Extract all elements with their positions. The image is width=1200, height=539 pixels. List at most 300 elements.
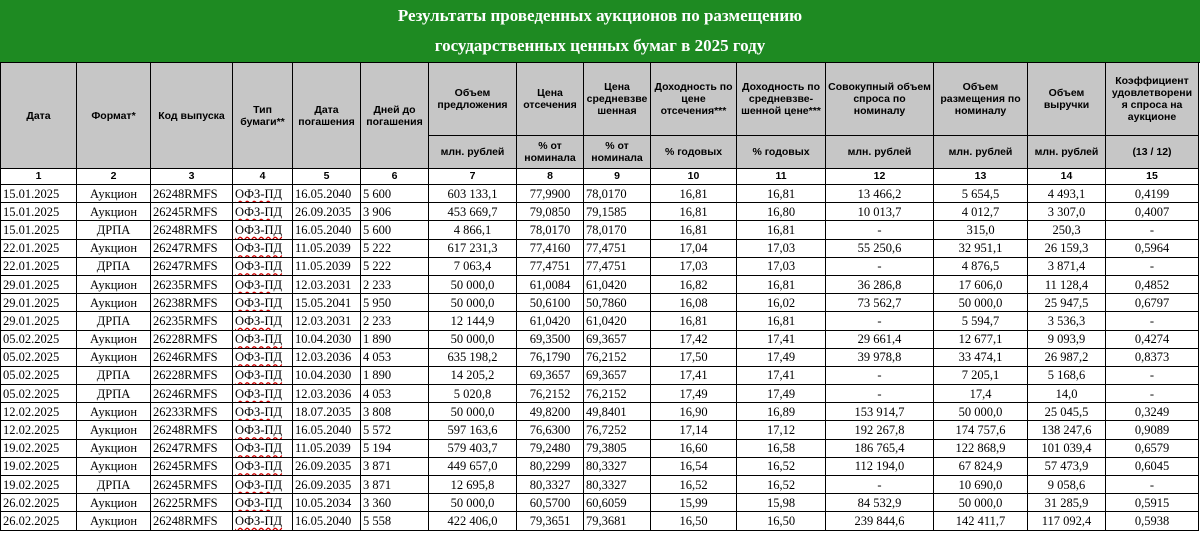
unit-yield-cutoff: % годовых (651, 136, 737, 169)
header-proceeds: Объем выручки (1028, 63, 1106, 136)
cell-date: 15.01.2025 (1, 221, 77, 239)
cell-wavg-price: 69,3657 (584, 330, 651, 348)
cell-type-text: ОФЗ-ПД (235, 277, 283, 292)
cell-type-text: ОФЗ-ПД (235, 350, 283, 365)
cell-demand: 39 978,8 (826, 348, 934, 366)
cell-days: 5 572 (361, 421, 429, 439)
cell-date: 05.02.2025 (1, 385, 77, 403)
col-number: 13 (934, 169, 1028, 185)
cell-demand: - (826, 221, 934, 239)
cell-offer: 50 000,0 (429, 403, 517, 421)
cell-days: 4 053 (361, 348, 429, 366)
cell-format: ДРПА (77, 221, 151, 239)
cell-yield-wavg: 16,89 (737, 403, 826, 421)
cell-wavg-price: 80,3327 (584, 476, 651, 494)
cell-format: Аукцион (77, 494, 151, 512)
cell-format: Аукцион (77, 457, 151, 475)
cell-offer: 449 657,0 (429, 457, 517, 475)
cell-maturity: 15.05.2041 (293, 294, 361, 312)
header-code: Код выпуска (151, 63, 233, 169)
cell-days: 5 950 (361, 294, 429, 312)
cell-format: Аукцион (77, 239, 151, 257)
col-number: 1 (1, 169, 77, 185)
cell-code: 26235RMFS (151, 275, 233, 293)
cell-type-text: ОФЗ-ПД (235, 404, 283, 419)
cell-days: 3 808 (361, 403, 429, 421)
cell-date: 26.02.2025 (1, 512, 77, 530)
unit-yield-wavg: % годовых (737, 136, 826, 169)
cell-wavg-price: 78,0170 (584, 185, 651, 203)
table-row (1, 257, 1199, 275)
cell-demand: 192 267,8 (826, 421, 934, 439)
cell-days: 3 906 (361, 203, 429, 221)
cell-maturity: 11.05.2039 (293, 257, 361, 275)
cell-format: ДРПА (77, 366, 151, 384)
cell-yield-wavg: 16,81 (737, 312, 826, 330)
header-format: Формат* (77, 63, 151, 169)
cell-format: Аукцион (77, 512, 151, 530)
cell-format: Аукцион (77, 203, 151, 221)
table-row (1, 421, 1199, 439)
cell-type-text: ОФЗ-ПД (235, 495, 283, 510)
cell-maturity: 16.05.2040 (293, 221, 361, 239)
cell-cutoff-price: 80,3327 (517, 476, 584, 494)
cell-yield-cutoff: 16,08 (651, 294, 737, 312)
cell-code: 26247RMFS (151, 239, 233, 257)
cell-placement: 122 868,9 (934, 439, 1028, 457)
cell-wavg-price: 61,0420 (584, 312, 651, 330)
cell-yield-wavg: 16,58 (737, 439, 826, 457)
cell-placement: 315,0 (934, 221, 1028, 239)
col-number: 14 (1028, 169, 1106, 185)
table-row (1, 185, 1199, 203)
cell-cutoff-price: 77,9900 (517, 185, 584, 203)
cell-demand: - (826, 476, 934, 494)
cell-maturity: 11.05.2039 (293, 239, 361, 257)
header-placement: Объем размещения по номиналу (934, 63, 1028, 136)
cell-yield-cutoff: 17,42 (651, 330, 737, 348)
cell-cutoff-price: 79,0850 (517, 203, 584, 221)
cell-proceeds: 31 285,9 (1028, 494, 1106, 512)
cell-proceeds: 138 247,6 (1028, 421, 1106, 439)
cell-demand: 55 250,6 (826, 239, 934, 257)
cell-placement: 10 690,0 (934, 476, 1028, 494)
cell-code: 26247RMFS (151, 257, 233, 275)
col-number: 2 (77, 169, 151, 185)
cell-yield-wavg: 16,52 (737, 476, 826, 494)
cell-coef: 0,5915 (1106, 494, 1199, 512)
cell-date: 19.02.2025 (1, 476, 77, 494)
cell-date: 12.02.2025 (1, 403, 77, 421)
cell-code: 26248RMFS (151, 512, 233, 530)
cell-wavg-price: 69,3657 (584, 366, 651, 384)
cell-days: 3 871 (361, 476, 429, 494)
cell-type (233, 294, 293, 312)
cell-cutoff-price: 76,1790 (517, 348, 584, 366)
cell-type (233, 221, 293, 239)
cell-format: Аукцион (77, 330, 151, 348)
cell-days: 1 890 (361, 330, 429, 348)
col-number: 8 (517, 169, 584, 185)
cell-date: 29.01.2025 (1, 312, 77, 330)
cell-placement: 12 677,1 (934, 330, 1028, 348)
cell-yield-wavg: 16,81 (737, 221, 826, 239)
cell-date: 22.01.2025 (1, 257, 77, 275)
cell-offer: 50 000,0 (429, 330, 517, 348)
cell-type-text: ОФЗ-ПД (235, 241, 283, 256)
table-row (1, 512, 1199, 530)
cell-code: 26228RMFS (151, 330, 233, 348)
cell-type (233, 185, 293, 203)
cell-maturity: 18.07.2035 (293, 403, 361, 421)
cell-date: 12.02.2025 (1, 421, 77, 439)
table-row (1, 366, 1199, 384)
cell-coef: - (1106, 221, 1199, 239)
cell-maturity: 26.09.2035 (293, 457, 361, 475)
cell-yield-wavg: 16,52 (737, 457, 826, 475)
cell-coef: - (1106, 257, 1199, 275)
cell-type-text: ОФЗ-ПД (235, 386, 283, 401)
unit-coef: (13 / 12) (1106, 136, 1199, 169)
cell-wavg-price: 60,6059 (584, 494, 651, 512)
cell-placement: 5 654,5 (934, 185, 1028, 203)
header-offer: Объем предложения (429, 63, 517, 136)
cell-yield-wavg: 17,41 (737, 330, 826, 348)
cell-format: Аукцион (77, 294, 151, 312)
column-number-row (1, 169, 1199, 185)
cell-code: 26248RMFS (151, 421, 233, 439)
header-date: Дата (1, 63, 77, 169)
cell-proceeds: 3 307,0 (1028, 203, 1106, 221)
cell-wavg-price: 77,4751 (584, 257, 651, 275)
cell-placement: 5 594,7 (934, 312, 1028, 330)
cell-proceeds: 9 093,9 (1028, 330, 1106, 348)
cell-type-text: ОФЗ-ПД (235, 186, 283, 201)
cell-demand: 153 914,7 (826, 403, 934, 421)
cell-yield-wavg: 15,98 (737, 494, 826, 512)
cell-code: 26247RMFS (151, 439, 233, 457)
cell-days: 2 233 (361, 275, 429, 293)
cell-demand: 186 765,4 (826, 439, 934, 457)
cell-date: 15.01.2025 (1, 203, 77, 221)
cell-date: 19.02.2025 (1, 439, 77, 457)
cell-coef: 0,4274 (1106, 330, 1199, 348)
table-row (1, 385, 1199, 403)
cell-cutoff-price: 76,6300 (517, 421, 584, 439)
cell-code: 26248RMFS (151, 185, 233, 203)
cell-cutoff-price: 79,3651 (517, 512, 584, 530)
header-coef: Коэффициент удовлетворени я спроса на аукционе (1106, 63, 1199, 136)
cell-demand: 10 013,7 (826, 203, 934, 221)
unit-proceeds: млн. рублей (1028, 136, 1106, 169)
cell-code: 26246RMFS (151, 385, 233, 403)
cell-type (233, 403, 293, 421)
col-number: 4 (233, 169, 293, 185)
cell-wavg-price: 77,4751 (584, 239, 651, 257)
cell-date: 26.02.2025 (1, 494, 77, 512)
cell-cutoff-price: 50,6100 (517, 294, 584, 312)
cell-yield-cutoff: 16,60 (651, 439, 737, 457)
cell-yield-wavg: 17,49 (737, 348, 826, 366)
cell-cutoff-price: 78,0170 (517, 221, 584, 239)
cell-maturity: 10.04.2030 (293, 366, 361, 384)
cell-proceeds: 25 045,5 (1028, 403, 1106, 421)
cell-proceeds: 25 947,5 (1028, 294, 1106, 312)
unit-wavg-price: % от номинала (584, 136, 651, 169)
header-cutoff-price: Цена отсечения (517, 63, 584, 136)
cell-maturity: 12.03.2031 (293, 275, 361, 293)
cell-proceeds: 3 871,4 (1028, 257, 1106, 275)
cell-maturity: 26.09.2035 (293, 476, 361, 494)
cell-code: 26235RMFS (151, 312, 233, 330)
header-wavg-price: Цена средневзве шенная (584, 63, 651, 136)
cell-yield-cutoff: 17,04 (651, 239, 737, 257)
cell-type (233, 330, 293, 348)
cell-cutoff-price: 61,0420 (517, 312, 584, 330)
cell-coef: - (1106, 385, 1199, 403)
cell-yield-wavg: 17,03 (737, 239, 826, 257)
cell-wavg-price: 76,7252 (584, 421, 651, 439)
cell-type-text: ОФЗ-ПД (235, 332, 283, 347)
cell-yield-cutoff: 16,81 (651, 203, 737, 221)
cell-format: ДРПА (77, 385, 151, 403)
unit-demand: млн. рублей (826, 136, 934, 169)
table-row (1, 403, 1199, 421)
col-number: 3 (151, 169, 233, 185)
cell-days: 5 194 (361, 439, 429, 457)
cell-placement: 67 824,9 (934, 457, 1028, 475)
cell-yield-cutoff: 16,90 (651, 403, 737, 421)
cell-proceeds: 11 128,4 (1028, 275, 1106, 293)
table-row (1, 439, 1199, 457)
col-number: 5 (293, 169, 361, 185)
cell-maturity: 10.04.2030 (293, 330, 361, 348)
unit-cutoff-price: % от номинала (517, 136, 584, 169)
col-number: 10 (651, 169, 737, 185)
cell-yield-cutoff: 16,54 (651, 457, 737, 475)
cell-placement: 32 951,1 (934, 239, 1028, 257)
cell-coef: 0,9089 (1106, 421, 1199, 439)
cell-type (233, 512, 293, 530)
cell-format: Аукцион (77, 439, 151, 457)
cell-demand: 29 661,4 (826, 330, 934, 348)
cell-maturity: 10.05.2034 (293, 494, 361, 512)
cell-offer: 12 144,9 (429, 312, 517, 330)
cell-proceeds: 250,3 (1028, 221, 1106, 239)
cell-maturity: 16.05.2040 (293, 185, 361, 203)
cell-yield-cutoff: 17,50 (651, 348, 737, 366)
cell-type-text: ОФЗ-ПД (235, 459, 283, 474)
header-maturity: Дата погашения (293, 63, 361, 169)
cell-days: 5 600 (361, 221, 429, 239)
cell-wavg-price: 76,2152 (584, 385, 651, 403)
cell-code: 26228RMFS (151, 366, 233, 384)
cell-offer: 617 231,3 (429, 239, 517, 257)
cell-days: 2 233 (361, 312, 429, 330)
cell-cutoff-price: 77,4751 (517, 257, 584, 275)
cell-cutoff-price: 61,0084 (517, 275, 584, 293)
col-number: 11 (737, 169, 826, 185)
cell-demand: 13 466,2 (826, 185, 934, 203)
cell-code: 26248RMFS (151, 221, 233, 239)
table-row (1, 457, 1199, 475)
sheet-title-line-2: государственных ценных бумаг в 2025 году (434, 36, 766, 55)
cell-wavg-price: 50,7860 (584, 294, 651, 312)
cell-coef: 0,6579 (1106, 439, 1199, 457)
cell-cutoff-price: 77,4160 (517, 239, 584, 257)
cell-date: 05.02.2025 (1, 330, 77, 348)
cell-cutoff-price: 79,2480 (517, 439, 584, 457)
table-row (1, 494, 1199, 512)
cell-placement: 50 000,0 (934, 294, 1028, 312)
cell-demand: 36 286,8 (826, 275, 934, 293)
cell-offer: 579 403,7 (429, 439, 517, 457)
cell-days: 5 222 (361, 257, 429, 275)
cell-days: 3 360 (361, 494, 429, 512)
cell-date: 29.01.2025 (1, 275, 77, 293)
cell-proceeds: 26 987,2 (1028, 348, 1106, 366)
cell-proceeds: 9 058,6 (1028, 476, 1106, 494)
cell-yield-wavg: 17,03 (737, 257, 826, 275)
cell-placement: 50 000,0 (934, 403, 1028, 421)
table-row (1, 239, 1199, 257)
cell-coef: 0,5938 (1106, 512, 1199, 530)
cell-yield-cutoff: 16,81 (651, 185, 737, 203)
cell-code: 26225RMFS (151, 494, 233, 512)
auction-results-table (0, 62, 1199, 531)
cell-type (233, 439, 293, 457)
cell-type (233, 348, 293, 366)
cell-maturity: 16.05.2040 (293, 421, 361, 439)
cell-type-text: ОФЗ-ПД (235, 313, 283, 328)
col-number: 6 (361, 169, 429, 185)
cell-days: 5 558 (361, 512, 429, 530)
cell-placement: 174 757,6 (934, 421, 1028, 439)
header-type: Тип бумаги** (233, 63, 293, 169)
cell-wavg-price: 79,1585 (584, 203, 651, 221)
cell-coef: 0,8373 (1106, 348, 1199, 366)
cell-yield-cutoff: 16,81 (651, 312, 737, 330)
cell-type (233, 385, 293, 403)
cell-coef: - (1106, 366, 1199, 384)
cell-maturity: 11.05.2039 (293, 439, 361, 457)
cell-format: Аукцион (77, 421, 151, 439)
cell-coef: - (1106, 312, 1199, 330)
cell-date: 29.01.2025 (1, 294, 77, 312)
cell-date: 19.02.2025 (1, 457, 77, 475)
cell-days: 1 890 (361, 366, 429, 384)
cell-wavg-price: 61,0420 (584, 275, 651, 293)
cell-wavg-price: 76,2152 (584, 348, 651, 366)
cell-coef: 0,6045 (1106, 457, 1199, 475)
table-row (1, 312, 1199, 330)
cell-proceeds: 4 493,1 (1028, 185, 1106, 203)
sheet-title-band (0, 0, 1200, 63)
col-number: 9 (584, 169, 651, 185)
cell-type-text: ОФЗ-ПД (235, 441, 283, 456)
cell-placement: 4 012,7 (934, 203, 1028, 221)
cell-maturity: 12.03.2031 (293, 312, 361, 330)
table-body (1, 185, 1199, 531)
cell-coef: 0,3249 (1106, 403, 1199, 421)
cell-maturity: 12.03.2036 (293, 348, 361, 366)
cell-offer: 635 198,2 (429, 348, 517, 366)
cell-offer: 12 695,8 (429, 476, 517, 494)
table-row (1, 275, 1199, 293)
header-yield-cutoff: Доходность по цене отсечения*** (651, 63, 737, 136)
cell-wavg-price: 79,3681 (584, 512, 651, 530)
cell-demand: - (826, 385, 934, 403)
cell-date: 15.01.2025 (1, 185, 77, 203)
cell-proceeds: 57 473,9 (1028, 457, 1106, 475)
cell-yield-cutoff: 17,03 (651, 257, 737, 275)
cell-offer: 50 000,0 (429, 494, 517, 512)
cell-yield-wavg: 17,12 (737, 421, 826, 439)
cell-placement: 4 876,5 (934, 257, 1028, 275)
cell-offer: 453 669,7 (429, 203, 517, 221)
cell-format: Аукцион (77, 403, 151, 421)
cell-date: 05.02.2025 (1, 366, 77, 384)
cell-days: 5 600 (361, 185, 429, 203)
cell-cutoff-price: 60,5700 (517, 494, 584, 512)
cell-offer: 7 063,4 (429, 257, 517, 275)
cell-yield-cutoff: 15,99 (651, 494, 737, 512)
unit-placement: млн. рублей (934, 136, 1028, 169)
cell-offer: 603 133,1 (429, 185, 517, 203)
cell-type-text: ОФЗ-ПД (235, 368, 283, 383)
cell-coef: 0,4199 (1106, 185, 1199, 203)
cell-placement: 50 000,0 (934, 494, 1028, 512)
cell-yield-cutoff: 17,14 (651, 421, 737, 439)
cell-demand: - (826, 366, 934, 384)
cell-maturity: 16.05.2040 (293, 512, 361, 530)
table-row (1, 294, 1199, 312)
cell-proceeds: 3 536,3 (1028, 312, 1106, 330)
col-number: 15 (1106, 169, 1199, 185)
cell-coef: 0,4007 (1106, 203, 1199, 221)
cell-yield-cutoff: 17,41 (651, 366, 737, 384)
cell-proceeds: 101 039,4 (1028, 439, 1106, 457)
cell-coef: 0,6797 (1106, 294, 1199, 312)
cell-proceeds: 5 168,6 (1028, 366, 1106, 384)
cell-offer: 14 205,2 (429, 366, 517, 384)
cell-format: ДРПА (77, 476, 151, 494)
cell-cutoff-price: 80,2299 (517, 457, 584, 475)
table-row (1, 203, 1199, 221)
header-days: Дней до погашения (361, 63, 429, 169)
cell-coef: 0,4852 (1106, 275, 1199, 293)
cell-type (233, 312, 293, 330)
cell-wavg-price: 80,3327 (584, 457, 651, 475)
cell-proceeds: 26 159,3 (1028, 239, 1106, 257)
cell-type (233, 457, 293, 475)
cell-format: Аукцион (77, 348, 151, 366)
cell-cutoff-price: 69,3500 (517, 330, 584, 348)
cell-offer: 422 406,0 (429, 512, 517, 530)
cell-demand: 73 562,7 (826, 294, 934, 312)
cell-type (233, 275, 293, 293)
cell-format: Аукцион (77, 275, 151, 293)
table-row (1, 330, 1199, 348)
cell-placement: 7 205,1 (934, 366, 1028, 384)
sheet-title-line-1: Результаты проведенных аукционов по размещению (397, 6, 803, 25)
cell-cutoff-price: 76,2152 (517, 385, 584, 403)
cell-type-text: ОФЗ-ПД (235, 259, 283, 274)
cell-wavg-price: 49,8401 (584, 403, 651, 421)
cell-format: Аукцион (77, 185, 151, 203)
cell-type (233, 366, 293, 384)
col-number: 12 (826, 169, 934, 185)
